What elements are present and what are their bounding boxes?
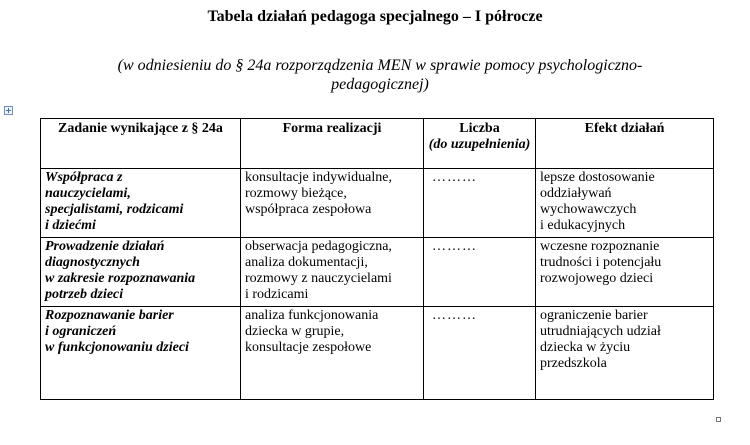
header-count [424, 119, 536, 169]
cell-form[interactable]: konsultacje indywidualne, rozmowy bieżące, współpraca zespołowa [241, 169, 424, 238]
table-row [41, 307, 714, 400]
header-count-note: (do uzupełnienia) [428, 137, 531, 152]
table-header-row [41, 119, 714, 169]
table-resize-handle-icon[interactable] [716, 417, 721, 422]
cell-count[interactable]: ……… [424, 307, 536, 400]
header-effect: Efekt działań [536, 119, 714, 169]
table-row [41, 169, 714, 238]
header-form: Forma realizacji [241, 119, 424, 169]
cell-effect[interactable]: lepsze dostosowanie oddziaływań wychowawczych i edukacyjnych [536, 169, 714, 238]
table-move-handle-icon[interactable] [4, 106, 13, 115]
cell-effect[interactable]: ograniczenie barier utrudniających udział dziecka w życiu przedszkola [536, 307, 714, 400]
cell-task[interactable]: Współpraca z nauczycielami, specjalistami, rodzicami i dziećmi [41, 169, 241, 238]
cell-form[interactable]: analiza funkcjonowania dziecka w grupie, konsultacje zespołowe [241, 307, 424, 400]
cell-task[interactable]: Prowadzenie działań diagnostycznych w zakresie rozpoznawania potrzeb dzieci [41, 238, 241, 307]
cell-count[interactable]: ……… [424, 169, 536, 238]
table-row [41, 238, 714, 307]
cell-count[interactable]: ……… [424, 238, 536, 307]
cell-task[interactable]: Rozpoznawanie barier i ograniczeń w funkcjonowaniu dzieci [41, 307, 241, 400]
document-subtitle: (w odniesieniu do § 24a rozporządzenia MEN w sprawie pomocy psychologiczno-pedagogicznej) [117, 57, 643, 93]
cell-effect[interactable]: wczesne rozpoznanie trudności i potencjału rozwojowego dzieci [536, 238, 714, 307]
document-title: Tabela działań pedagoga specjalnego – I półrocze [207, 8, 543, 25]
header-task: Zadanie wynikające z § 24a [41, 119, 241, 169]
activities-table [40, 118, 714, 400]
cell-form[interactable]: obserwacja pedagogiczna, analiza dokumentacji, rozmowy z nauczycielami i rodzicami [241, 238, 424, 307]
header-count-label: Liczba [459, 121, 500, 136]
